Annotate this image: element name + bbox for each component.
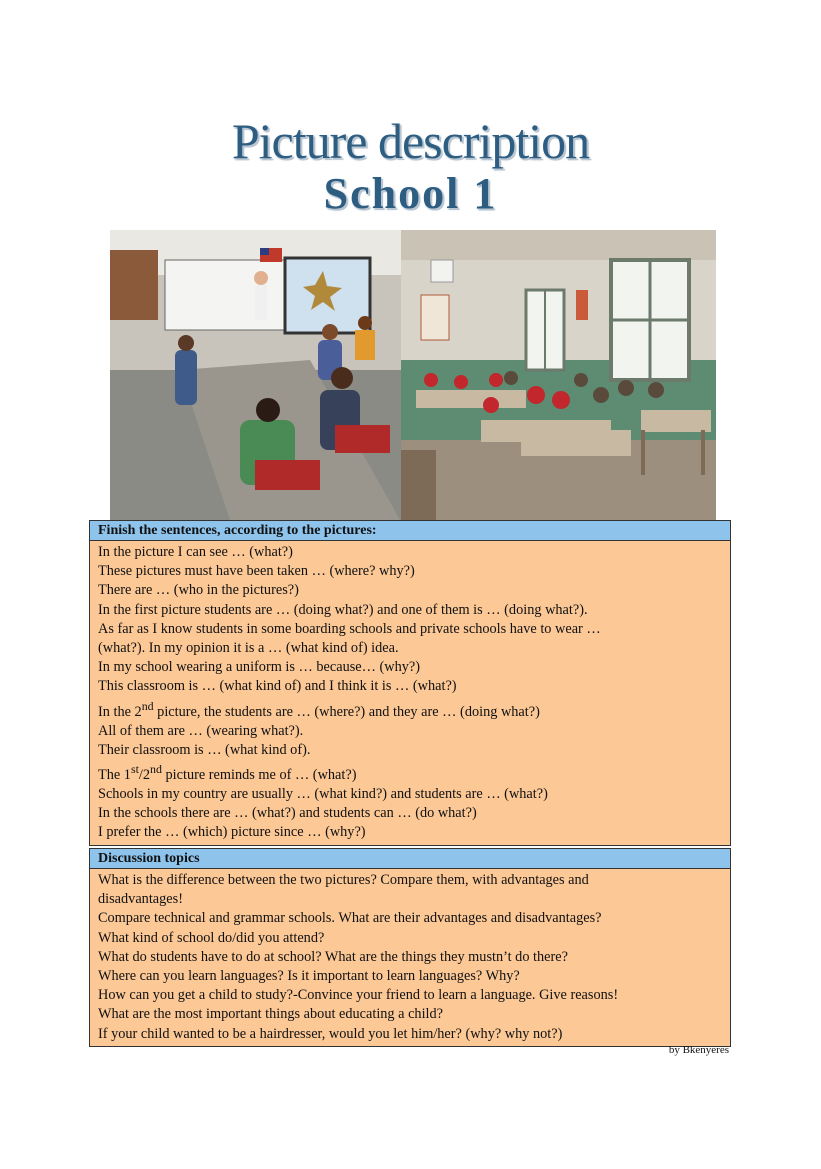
list-item: Where can you learn languages? Is it important to learn languages? Why? — [98, 968, 520, 985]
list-item: In the first picture students are … (doing what?) and one of them is … (doing what?). — [98, 601, 588, 618]
finish-sentences-heading: Finish the sentences, according to the pictures: — [90, 521, 730, 541]
list-item: What do students have to do at school? What are the things they mustn’t do there? — [98, 948, 568, 965]
list-item: In the schools there are … (what?) and students can … (do what?) — [98, 805, 477, 822]
list-item: There are … (who in the pictures?) — [98, 582, 299, 599]
discussion-topics-list — [90, 869, 730, 1046]
list-item: (what?). In my opinion it is a … (what kind of) idea. — [98, 640, 399, 657]
list-item: disadvantages! — [98, 891, 183, 908]
page-title: Picture description — [231, 113, 590, 169]
list-item: If your child wanted to be a hairdresser, would you let him/her? (why? why not?) — [98, 1025, 563, 1042]
list-item: In the 2nd picture, the students are … (where?) and they are … (doing what?) — [98, 698, 540, 720]
list-item: The 1st/2nd picture reminds me of … (what?) — [98, 762, 357, 783]
author-credit: by Bkenyeres — [668, 1044, 729, 1056]
list-item: As far as I know students in some boarding schools and private schools have to wear … — [98, 620, 601, 637]
list-item: Their classroom is … (what kind of). — [98, 741, 311, 758]
list-item: This classroom is … (what kind of) and I think it is … (what?) — [98, 678, 457, 695]
finish-sentences-box — [89, 520, 731, 846]
list-item: What is the difference between the two pictures? Compare them, with advantages and — [98, 872, 589, 888]
list-item: I prefer the … (which) picture since … (why?) — [98, 824, 366, 841]
list-item: Compare technical and grammar schools. What are their advantages and disadvantages? — [98, 910, 602, 927]
photo-strip — [110, 230, 716, 520]
list-item: What are the most important things about educating a child? — [98, 1006, 444, 1023]
list-item: All of them are … (wearing what?). — [98, 722, 304, 739]
list-item: In the picture I can see … (what?) — [98, 544, 293, 560]
list-item: In my school wearing a uniform is … because… (why?) — [98, 659, 420, 676]
list-item: Schools in my country are usually … (what kind?) and students are … (what?) — [98, 785, 548, 802]
page-subtitle: School 1 — [323, 169, 498, 218]
discussion-topics-box — [89, 848, 731, 1047]
list-item: What kind of school do/did you attend? — [98, 929, 325, 946]
finish-sentences-list — [90, 541, 730, 845]
list-item: How can you get a child to study?-Convince your friend to learn a language. Give reasons! — [98, 987, 619, 1004]
rural-classroom-photo — [401, 230, 716, 520]
modern-classroom-photo — [110, 230, 401, 520]
list-item: These pictures must have been taken … (where? why?) — [98, 563, 415, 580]
discussion-topics-heading: Discussion topics — [90, 849, 730, 869]
